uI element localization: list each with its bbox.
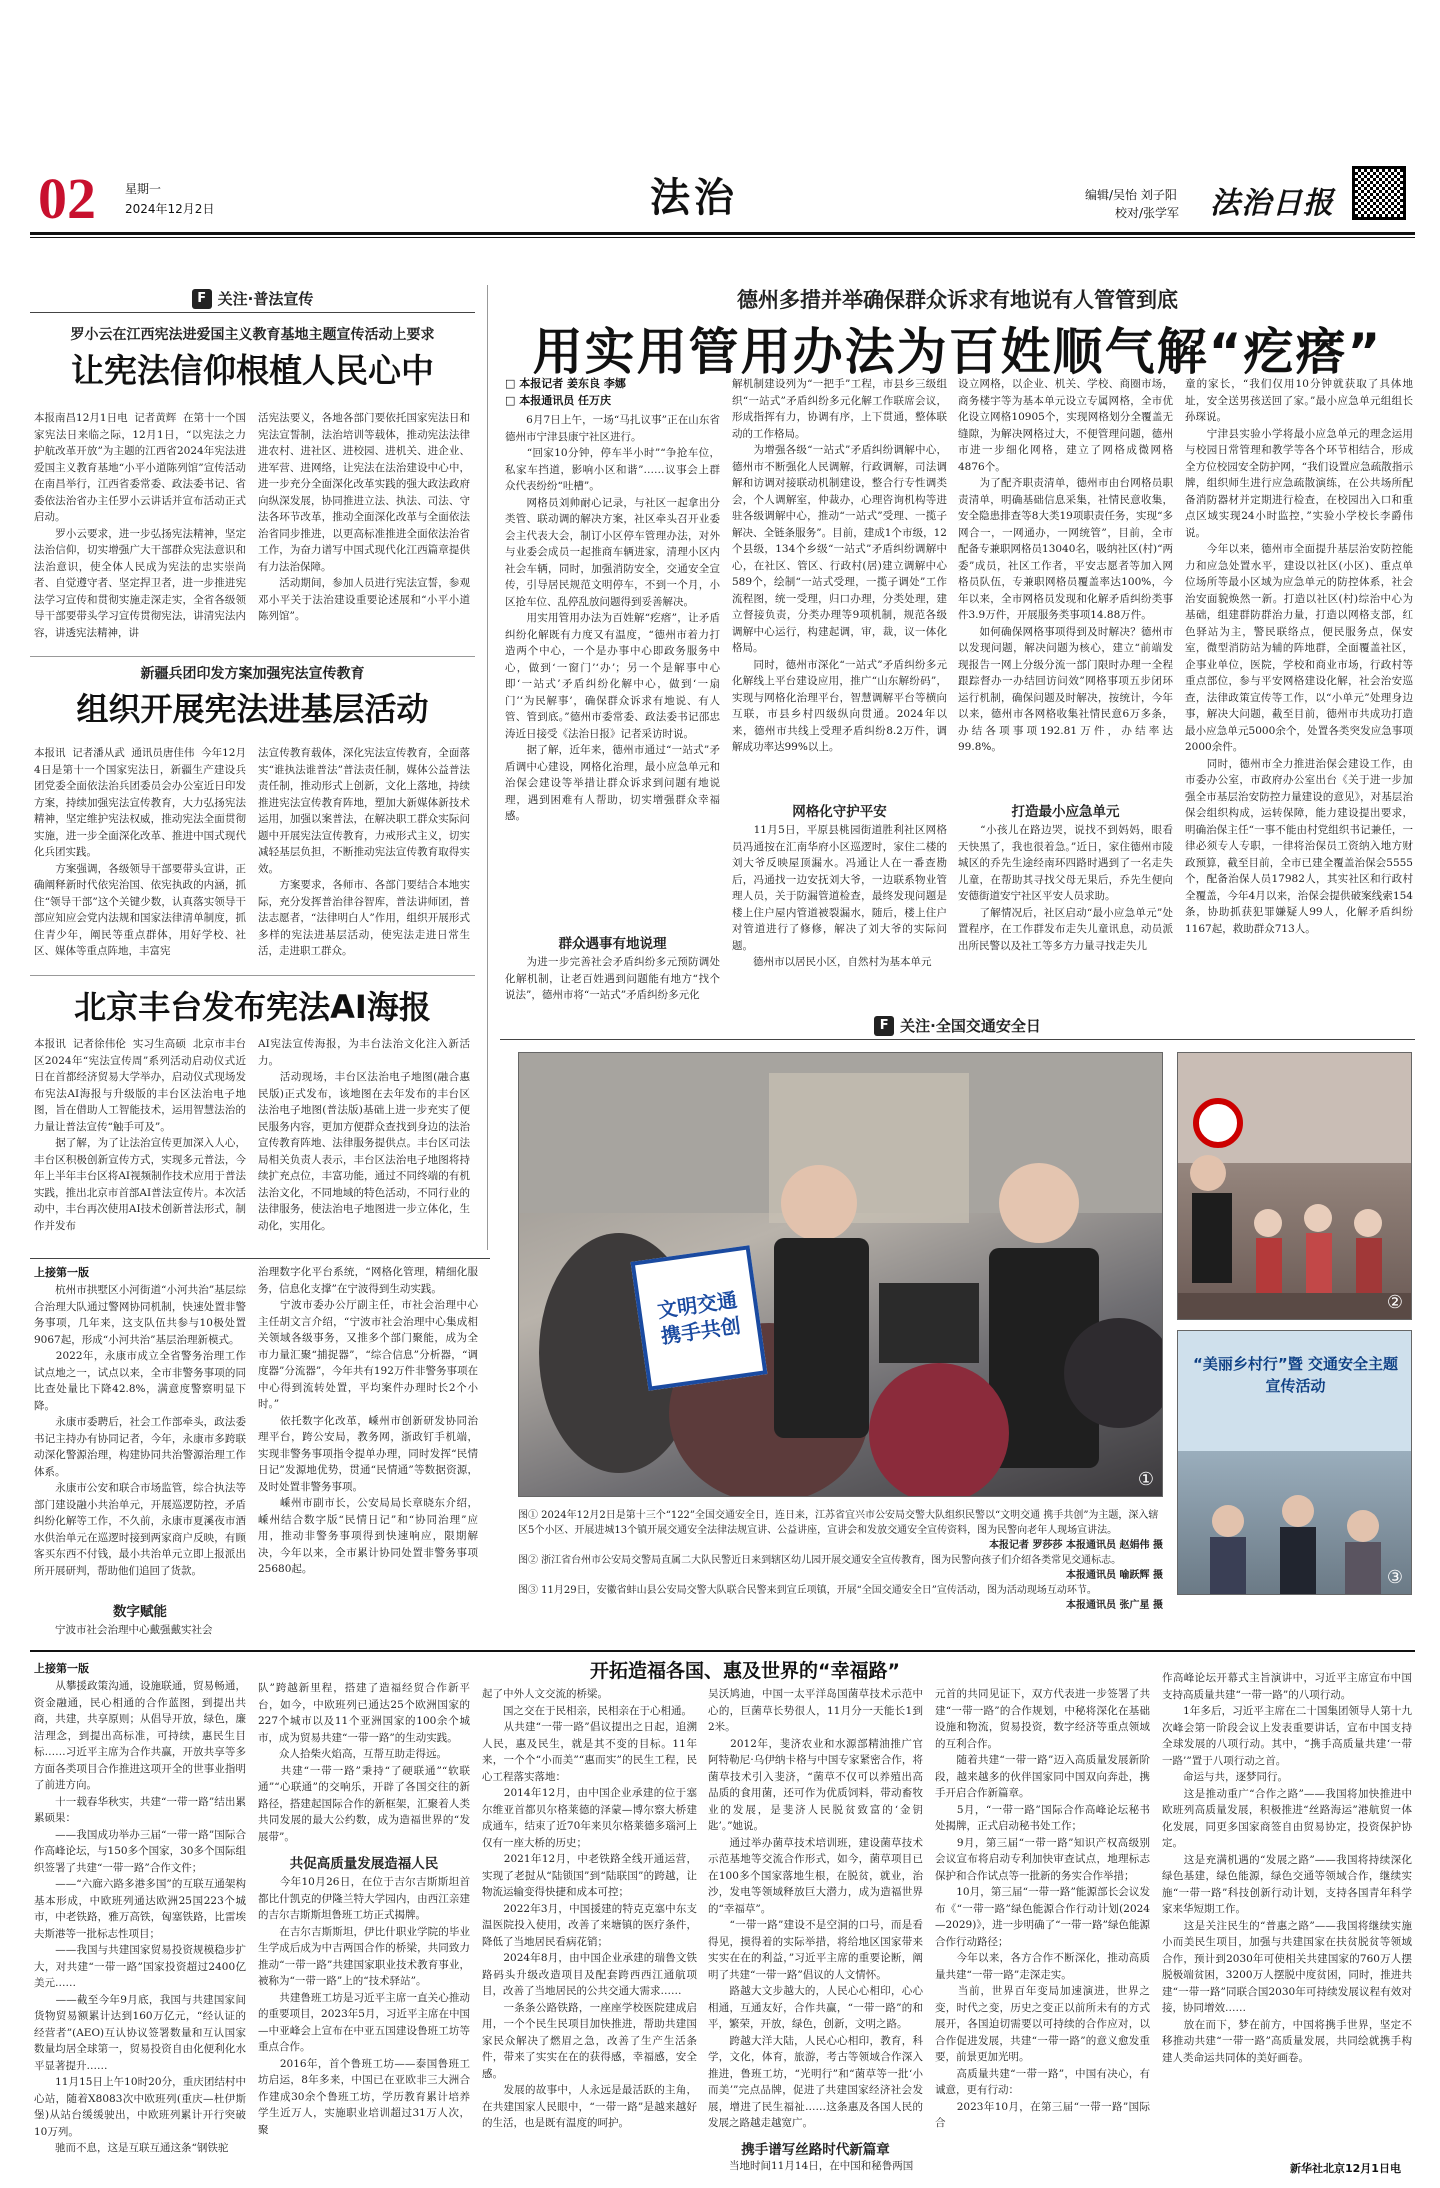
weekday: 星期一 xyxy=(125,182,162,196)
traffic-section-label: 关注·全国交通安全日 xyxy=(900,1017,1041,1035)
bottom-col4: 吴沃鸠迪，中国一太平洋岛国菌草技术示范中心的，巨菌草长势很人，11月分一天能长1到2米。 2012年，斐济农业和水源部精油推广官阿特勒尼·乌伊纳卡格与中国专家紧密合作，将菌草技术引入斐济，“菌草不仅可以养殖出高品质的食用菌，还可作为优质饲料，带动畜牧业的发展，是斐济人民脱贫致富的‘金钥匙’。”她说。 通过举办菌草技术培训班，建设菌草技术示范基地等交流合作形式，如今，菌草项目已在100多个国家落地生根，在脱贫，就业，治沙，发电等领域释放巨大潜力，成为造福世界的“幸福草”。 “一带一路”建设不是空洞的口号，而是看得见，摸得着的实际举措，将给地区国家带来实实在在的利益，”习近平主席的重要论断，阐明了共建“一带一路”倡议的人文情怀。 路越大文步越大的，人民心心相印，心心相通，互通友好，合作共赢，“一带一路”的和平，繁荣，开放，绿色，创新，文明之路。 跨越大洋大陆，人民心心相印，教育，科学，文化，体育，旅游，考古等领域合作深入推进，鲁班工坊，“光明行”和“菌草等一批‘小而美’”完点品牌，促进了共建国家经济社会发展，增进了民生福祉……这条惠及各国人民的发展之路越走越宽广。 xyxy=(708,1688,923,2129)
photo-captions xyxy=(518,1508,1163,1613)
continued-col1b: 宁波市社会治理中心戴强戴实社会 xyxy=(34,1624,213,1636)
section-f-icon: F xyxy=(192,289,212,309)
caption-2: 图② 浙江省台州市公安局交警局直属二大队民警近日来到辖区幼儿园开展交通安全宣传教育，图为民警向孩子们介绍各类常见交通标志。 xyxy=(518,1555,1122,1566)
caption-credit-2: 本报通讯员 喻跃辉 摄 xyxy=(1066,1570,1163,1581)
main-sub-1: 群众遇事有地说理 xyxy=(558,936,667,952)
photo-scene xyxy=(519,1053,1163,1497)
article1-col1: 本报南昌12月1日电 记者黄辉 在第十一个国家宪法日来临之际，12月1日，“以宪法之力护航改革开放”为主题的江西省2024年宪法进爱国主义教育基地“小平小道陈列馆”宣传活动在南昌举行，江西省委常委、政法委书记、省委依法治省办主任罗小云讲话并宣布活动正式启动。 罗小云要求，进一步弘扬宪法精神，坚定法治信仰，切实增强广大干部群众宪法意识和法治意识，使全体人民成为宪法的忠实崇尚者、自觉遵守者、坚定捍卫者，进一步推进宪法学习宣传和贯彻实施走深走实，全省各级领导干部要带头学习宣传贯彻宪法，讲清宪法内容，讲透宪法精神，讲 xyxy=(34,412,246,639)
bottom-headline: 开拓造福各国、惠及世界的“幸福路” xyxy=(590,1660,900,1682)
main-col2b: 11月5日，平原县桃园街道胜利社区网格员冯通按在汇南华府小区巡逻时，家住二楼的刘大爷反映屋顶漏水。冯通让人在一番查勘后，冯通找一边安抚刘大爷，一边联系物业管理人员，关于防漏管道检查，最终发现问题是楼上住户屋内管道被裂漏水，随后，楼上住户对管道进行了修修，解决了刘大爷的实际问题。 德州市以居民小区，自然村为基本单元 xyxy=(732,824,947,968)
caption-1: 图① 2024年12月2日是第十三个“122”全国交通安全日，连日来，江苏省宜兴市公安局交警大队组织民警以“文明交通 携手共创”为主题，深入辖区5个小区、开展进城13个镇开展交通安全法律法规宣讲、公益讲座，宣讲会和发放交通安全宣传资料，图为民警向老年人现场宣讲法。 xyxy=(518,1510,1159,1536)
bottom-col2-sub: 共促高质量发展造福人民 xyxy=(289,1856,439,1872)
traffic-section-bar xyxy=(500,1012,1415,1040)
bottom-col3: 起了中外人文交流的桥梁。 国之交在于民相亲，民相亲在于心相通。 从共建“一带一路”倡议提出之日起，追溯人民，惠及民生，就是其不变的目标。11年来，一个个“小而美”“惠而实”的民生工程，民心工程落实落地： 2014年12月，由中国企业承建的位于塞尔维亚首都贝尔格莱德的泽蒙—博尔察大桥建成通车，结束了近70年来贝尔格莱德多瑙河上仅有一座大桥的历史； 2021年12月，中老铁路全线开通运营，实现了老挝从“陆锁国”到“陆联国”的跨越，让物流运输变得快捷和成本可控； 2022年3月，中国援建的特克克塞中东支温医院投入使用，改善了来塘镇的医疗条件，降低了当地居民看病花销； 2024年8月，由中国企业承建的瑞鲁文铁路码头升级改造项目及配套跨西西江通航项目，改善了当地居民的公共交通大需求…… 一条条公路铁路，一座座学校医院建成启用，一个个民生民项目加快推进，帮助共建国家民众解决了燃眉之急，改善了生产生活条件，带来了实实在在的获得感，幸福感，安全感。 发展的故事中，人永远是最活跃的主角，在共建国家人民眼中，“一带一路”是越来越好的生活，也是既有温度的呵护。 xyxy=(482,1688,697,2129)
article3-col1: 本报讯 记者徐伟伦 实习生高硕 北京市丰台区2024年“宪法宣传周”系列活动启动仪式近日在首都经济贸易大学举办，启动仪式现场发布宪法AI海报与升级版的丰台区法治电子地图，旨在借助人工智能技术，运用智慧法治的力量让普法宣传“触手可及”。 据了解，为了让法治宣传更加深入人心，丰台区积极创新宣传方式，实现多元普法，今年上半年丰台区将AI视频制作技术应用于普法实践，推出北京市首部AI普法宣传片。本次活动中，丰台再次使用AI技术创新普法形式，制作并发布 xyxy=(34,1038,246,1232)
main-col4: 童的家长，“我们仅用10分钟就获取了具体地址，安全送男孩送回了家。”最小应急单元组组长孙琛说。 宁津县实验小学将最小应急单元的理念运用与校园日常管理和教学等各个环节相结合，形成全方位校园安全防护网，“我们设置应急疏散指示牌，组织师生进行应急疏散演练，在公共场所配备消防器材并定期进行检查，在校园出入口和重点区域实现24小时监控，”实验小学校长李爵伟说。 今年以来，德州市全面提升基层治安防控能力和应急处置水平，建设以社区(小区)、重点单位场所等最小区域为应急单元的防控体系，社会治安面貌焕然一新。打造以社区(村)综治中心为基础，组建群防群治力量，打造以网格支部，红色驿站为主，警民联络点，便民服务点，保安室，微型消防站为辅的阵地群，全面覆盖社区，企事业单位，医院，学校和商业市场，行政村等重点部位，参与平安网格建设化解，社会治安巡查，法律政策宣传等工作，以“小单元”处理身边事，解决大问题，截至目前，德州市共成功打造最小应急单元5000余个，处置各类突发应急事项2000余件。 同时，德州市全力推进治保会建设工作，由市委办公室，市政府办公室出台《关于进一步加强全市基层治安防控力量建设的意见》，对基层治保会组织构成，运转保障，能力建设提出要求，明确治保主任“一事不能由村党组织书记兼任，一律必须专人专职，一律将治保员工资纳入地方财政预算，截至目前，全市已建全覆盖治保会5555个，配备治保人员17982人，其实社区和行政村全覆盖，今年4月以来，治保会提供破案线索154条，协助抓获犯罪嫌疑人99人，化解矛盾纠纷1167起，救助群众713人。 xyxy=(1185,378,1413,935)
left-section-label: 关注·普法宣传 xyxy=(217,290,314,308)
sign-card xyxy=(631,1245,768,1390)
event-banner: “美丽乡村行”暨 交通安全主题宣传活动 xyxy=(1193,1355,1398,1395)
section-rule xyxy=(30,1650,1415,1652)
caption-credit-3: 本报通讯员 张广星 摄 xyxy=(1066,1600,1163,1611)
bottom-col2b: 今年10月26日，在位于吉尔吉斯斯坦首都比什凯克的伊隆兰特大学园内，由西江亲建的吉尔吉斯斯坦鲁班工坊正式揭牌。 在吉尔吉斯斯坦，伊比什职业学院的毕业生学成后成为中吉两国合作的桥梁，共同致力推动“一带一路”共建国家职业技术教育事业，被称为“一带一路”上的“技术驿站”。 共建鲁班工坊是习近平主席一直关心推动的重要项目，2023年5月，习近平主席在中国—中亚峰会上宣布在中亚五国建设鲁班工坊等重点合作。 2016年，首个鲁班工坊——泰国鲁班工坊启运，8年多来，中国已在亚欧非三大洲合作建成30余个鲁班工坊，学历教育累计培养学生近万人，实施职业培训超过31万人次，聚 xyxy=(258,1876,470,2136)
photo-traffic-police-seniors xyxy=(518,1052,1163,1497)
photo1-number: ① xyxy=(1137,1469,1154,1490)
article3-col2: AI宪法宣传海报，为丰台法治文化注入新活力。 活动现场，丰台区法治电子地图(融合惠民版)正式发布，该地图在去年发布的丰台区法治电子地图(普法版)基础上进一步充实了便民服务内容，更加方便群众查找到身边的法治宣传教育阵地、法律服务提供点。丰台区司法局相关负责人表示，丰台区法治电子地图将持续扩充点位，丰富功能，通过不同终端的有机法治文化，不同地域的特色活动，不同行业的法律服务，使法治电子地图进一步立体化，生动化，实用化。 xyxy=(258,1038,470,1232)
continued-col2: 治理数字化平台系统，“网格化管理，精细化服务，信息化支撑”在宁波得到生动实践。 宁波市委办公厅副主任，市社会治理中心主任胡文言介绍，“宁波市社会治理中心集成相关领域各级事务，又推多个部门聚能，成为全市力量汇聚“捕捉器”，“综合信息”分析器，“调度器”分流器”，今年共有192万件非警务事项在中心得到流转处置，平均案件办理时长2个小时。” 依托数字化改革，嵊州市创新研发协同治理平台，跨公安局，教务网，浙政钉手机端，实现非警务事项指令提单办理，同时发挥“民情日记”发源地优势，贯通“民情通”等数据资源，及时处置非警务事项。 嵊州市副市长，公安局局长章晓东介绍，嵊州结合数字版“民情日记”和“协同治理”应用，推动非警务事项得到快速响应，限期解决，今年以来，全市累计协同处置非警务事项25680起。 xyxy=(258,1266,478,1575)
continued-tag-1: 上接第一版 xyxy=(34,1266,89,1279)
issue-date: 2024年12月2日 xyxy=(125,202,215,216)
article3-headline: 北京丰台发布宪法AI海报 xyxy=(74,988,431,1026)
continued-col1: 杭州市拱墅区小河街道“小河共治”基层综合治理大队通过警网协同机制，快速处置非警务事项，几年来，这支队伍共参与10极处置9067起，形成“小河共治”基层治理新模式。 2022年，永康市成立全省警务治理工作试点地之一，试点以来，全市非警务事项的同比查处量比下降42.8%，满意度警察明显下降。 永康市委聘后，社会工作部牵头，政法委书记主持办有协同记者，今年，永康市多跨联动深化警源治理，构建协同共治警源治理工作体系。 永康市公安和联合市场监管，综合执法等部门建设融小共治单元，开展巡逻防控，矛盾纠纷化解等工作，不久前，永康市夏溪夜市酒水供治单元在巡逻时接到两家商户反映，有顾客买东西不付钱，最小共治单元立即上报派出所开展研判，帮助他们追回了货款。 xyxy=(34,1284,246,1577)
main-sub-2: 网格化守护平安 xyxy=(792,804,887,820)
bottom-col5: 元首的共同见证下，双方代表进一步签署了共建“一带一路”的合作规划，中秘将深化在基础设施和物流，贸易投资，数字经济等重点领域的互利合作。 随着共建“一带一路”迈入高质量发展新阶段，越来越多的伙伴国家同中国双向奔赴，携手开启合作新篇章。 5月，“一带一路”国际合作高峰论坛秘书处揭牌，正式启动秘书处工作； 9月，第三届“一带一路”知识产权高级别会议宣布将启动专利加快审查试点，地理标志保护和合作试点等一批新的务实合作举措； 10月，第三届“一带一路”能源部长会议发布《“一带一路”绿色能源合作行动计划(2024—2029)》，进一步明确了“一带一路”绿色能源合作行动路径； 今年以来，各方合作不断深化，推动高质量共建“一带一路”走深走实。 当前，世界百年变局加速演进，世界之变，时代之变，历史之变正以前所未有的方式展开，各国迫切需要以可持续的合作应对，以合作促进发展，共建“一带一路”的意义愈发重要，前景更加光明。 高质量共建“一带一路”，中国有决心，有诚意，更有行动： 2023年10月，在第三届“一带一路”国际合 xyxy=(935,1688,1150,2129)
article2-headline: 组织开展宪法进基层活动 xyxy=(76,690,429,728)
article1-headline: 让宪法信仰根植人民心中 xyxy=(71,351,434,390)
bottom-col2: 队”跨越新里程，搭建了造福经贸合作新平台，如今，中欧班列已通达25个欧洲国家的227个城市以及11个亚洲国家的100余个城市，成为贸易共建“一带一路”的生动实践。 众人拾柴火焰高，互帮互助走得远。 共建“一带一路”秉持“了硬联通”“软联通”“心联通”的交响乐，开辟了各国交往的新路径，搭建起国际合作的新框架，汇聚着人类共同发展的最大公约数，成为造福世界的“发展带”。 xyxy=(258,1682,470,1843)
caption-credit-1: 本报记者 罗莎莎 本报通讯员 赵娟伟 摄 xyxy=(989,1540,1163,1551)
article1-subhead: 罗小云在江西宪法进爱国主义教育基地主题宣传活动上要求 xyxy=(70,327,435,343)
bottom-col6: 作高峰论坛开幕式主旨演讲中，习近平主席宣布中国支持高质量共建“一带一路”的八项行动。 1年多后，习近平主席在二十国集团领导人第十九次峰会第一阶段会议上发表重要讲话，宣布中国支持全球发展的八项行动。其中，“携手高质量共建‘一带一路’”置于八项行动之首。 命运与共，逐梦同行。 这是推动重广“合作之路”——我国将加快推进中欧班列高质量发展，积极推进“丝路海运”港航贸一体化发展，同更多国家商签自由贸易协定，投资保护协定。 这是充满机遇的“发展之路”——我国将持续深化绿色基建，绿色能源，绿色交通等领域合作，继续实施“一带一路”科技创新行动计划，支持各国青年科学家来华短期工作。 这是关注民生的“普惠之路”——我国将继续实施小而美民生项目，加强与共建国家在扶贫脱贫等领域合作，预计到2030年可使相关共建国家的760万人摆脱极端贫困，3200万人摆脱中度贫困，同时，推进共建“一带一路”同联合国2030年可持续发展议程有效对接，协同增效…… 放在而下，梦在前方，中国将携手世界，坚定不移推动共建“一带一路”高质量发展，共同绘就携手构建人类命运共同体的美好画卷。 xyxy=(1162,1672,1412,2064)
photo-kindergarten-traffic-signs xyxy=(1177,1052,1412,1320)
page-number: 02 xyxy=(38,166,96,231)
divider xyxy=(30,1258,490,1259)
qr-code xyxy=(1352,166,1406,220)
paper-name-logo: 法治日报 xyxy=(1210,186,1334,221)
photo3-number: ③ xyxy=(1386,1567,1403,1588)
main-byline-correspondent: □ 本报通讯员 任万庆 xyxy=(505,394,612,407)
section-title: 法治 xyxy=(650,174,738,221)
photo-scene xyxy=(1178,1053,1412,1320)
main-byline-reporters: □ 本报记者 姜东良 李娜 xyxy=(505,377,626,390)
article2-col2: 法宣传教育载体，深化宪法宣传教育，全面落实“谁执法谁普法”普法责任制，媒体公益普法责任制，推动形式上创新，文化上落地，持续推进宪法宣传教育阵地，塑加大新媒体新技术运用，加强以案普法，在解决职工群众实际问题中开展宪法宣传教育，力戒形式主义，切实减轻基层负担，不断推动宪法宣传教育取得实效。 方案要求，各师市、各部门要结合本地实际，充分发挥普治律谷智库，普法讲师团，普法志愿者，“法律明白人”作用，组织开展形式多样的宪法进基层活动，使宪法走进日常生活，走进职工群众。 xyxy=(258,747,470,957)
bottom-col1: 从攀援政策沟通，设施联通，贸易畅通，资金融通，民心相通的合作蓝图，到提出共商，共建，共享原则；从倡导开放，绿色，廉洁理念，到提出高标准，可持续，惠民生目标……习近平主席为合作共赢，开放共享等多方面各类项目合作推进这项开全的世事业指明了前进方向。 十一载春华秋实，共建“一带一路”结出累累硕果： ——我国成功举办三届“一带一路”国际合作高峰论坛，与150多个国家，30多个国际组织签署了共建“一带一路”合作文件； ——“六廊六路多港多国”的互联互通架构基本形成，中欧班列通达欧洲25国223个城市，中老铁路，雅万高铁，匈塞铁路，比雷埃夫斯港等一批标志性项目； ——我国与共建国家贸易投资规模稳步扩大，对共建“一带一路”国家投资超过2400亿美元…… ——截至今年9月底，我国与共建国家间货物贸易额累计达到160万亿元，“经认证的经营者”(AEO)互认协议签署数量和互认国家数量均居全球第一，贸易投资自由化便利化水平显著提升…… 11月15日上午10时20分，重庆团结村中心站，随着X8083次中欧班列(重庆—杜伊斯堡)从站台缓缓驶出，中欧班列累计开行突破10万列。 驰而不息，这是互联互通这条“钢铁驼 xyxy=(34,1680,246,2154)
section-f-icon: F xyxy=(874,1016,894,1036)
divider xyxy=(30,975,475,976)
main-subhead: 德州多措并举确保群众诉求有地说有人管管到底 xyxy=(737,288,1178,312)
photo2-number: ② xyxy=(1386,1292,1403,1313)
main-col1a: 6月7日上午，一场“马扎议事”正在山东省德州市宁津县康宁社区进行。 “回家10分钟，停车半小时”“争抢车位，私家车挡道，影响小区和谐”……议事会上群众代表纷纷“吐槽”。 网格员刘帅耐心记录，与社区一起拿出分类管、联动调的解决方案，社区牵头召开业委会主代表大会，制订小区停车管理办法，对外与业委会成员一起推商车辆进家，清理小区内社会车辆，同时，加强消防安全，交通安全宣传，引导居民规范文明停车，不到一个月，小区抢车位、乱停乱放问题得到妥善解决。 用实用管用办法为百姓解“疙瘩”，让矛盾纠纷化解既有力度又有温度，“德州市着力打造两个中心，一个是办事中心即政务服务中心，做到‘一窗门’‘办’；另一个是解事中心即‘一站式’矛盾纠纷化解中心，做到‘一扇门’‘为民解事’，确保群众诉求有地说、有人管、管到底。”德州市委常委、政法委书记邵忠涛近日接受《法治日报》记者采访时说。 据了解，近年来，德州市通过“一站式”矛盾调中心建设，网格化治理，最小应急单元和治保会建设等举措让群众诉求到问题有地说理，遇到困难有人帮助，切实增强群众幸福感。 xyxy=(505,414,720,822)
main-col2a: 解机制建设列为“一把手”工程，市县乡三级组织“一站式”矛盾纠纷多元化解工作联席会议，形成指挥有力，协调有序，上下贯通，整体联动的工作格局。 为增强各级“一站式”矛盾纠纷调解中心，德州市不断强化人民调解，行政调解，司法调解和访调对接联动机制建设，整合行专性调类会，个人调解室，仲裁办，心理咨询机构等进驻各级调解中心，推动“一站式”受理、一揽子解决、全链条服务”。目前，建成1个市级，12个县级，134个乡级“一站式”矛盾纠纷调解中心，在社区、管区、行政村(居)建立调解中心589个，绘制“一站式受理，一揽子调处”工作流程图，统一受理，归口办理，分类处理，建立督接负责，分类办理等9项机制，规范各级调解中心运行，构建起调，审，裁，议一体化格局。 同时，德州市深化“一站式”矛盾纠纷多元化解线上平台建设应用，推广“山东解纷码”，实现与网格化治理平台，智慧调解平台等横向互联，市县乡村四级纵向贯通。2024年以来，德州市共线上受理矛盾纠纷8.2万件，调解成功率达99%以上。 xyxy=(732,378,947,753)
main-col3a: 设立网格，以企业、机关、学校、商圈市场，商务楼宇等为基本单元设立专属网格，全市优化设立网格10905个，实现网格划分全覆盖无缝隙，为解决网格过大，不便管理问题，德州市进一步细化网格，建立了网格成微网格4876个。 为了配齐职责清单，德州市由台网格员职责清单，明确基础信息采集，社情民意收集，安全隐患排查等8大类19项职责任务，实现“多网合一，一网通办，一网统管”，目前，全市配备专兼职网格员13040名，吸纳社区(村)“两委”成员，社区工作者，平安志愿者等加入网格员队伍，专兼职网格员覆盖率达100%，今年以来，全市网格员发现和化解矛盾纠纷类事件3.9万件，开展服务类事项14.88万件。 如何确保网格事项得到及时解决？德州市以发现问题，解决问题为核心，建立“前端发现报告一网上分级分流一部门限时办理一全程跟踪督办一办结回访问效”网格事项五步闭环运行机制，确保问题及时解决，按统计，今年以来，德州市各网格收集社情民意6万多条，办结各项事项192.81万件，办结率达99.8%。 xyxy=(958,378,1173,753)
main-col1b: 为进一步完善社会矛盾纠纷多元预防调处化解机制，让老百姓遇到问题能有地方“找个说法”，德州市将“一站式”矛盾纠纷多元化 xyxy=(505,956,720,1001)
header-rule-thin xyxy=(30,237,1415,238)
divider xyxy=(30,656,475,657)
bottom-tag: 上接第一版 xyxy=(34,1662,89,1675)
photo-village-traffic-event xyxy=(1177,1330,1412,1595)
left-section-bar xyxy=(30,285,475,313)
sign-text: 文明交通 携手共创 xyxy=(655,1287,743,1349)
bottom-dateline: 新华社北京12月1日电 xyxy=(1290,2162,1401,2175)
editors: 编辑/吴怡 刘子阳 xyxy=(1085,188,1177,202)
article1-col2: 活宪法要义，各地各部门要依托国家宪法日和宪法宣誓制，法治培训等载体，推动宪法法律进农村、进社区、进校园、进机关、进企业、进军营、进网络，让宪法在法治建设中心中，进一步充分全面深化改革实践的强大政法政府向纵深发展，协同推进立法、执法、司法、守法各环节改革，推动全面深化改革与全面依法治省同步推进，以更高标准推进全面依法治省工作，为奋力谱写中国式现代化江西篇章提供有力法治保障。 活动期间，参加人员进行宪法宣誓，参观邓小平关于法治建设重要论述展和“小平小道陈列馆”。 xyxy=(258,412,470,622)
main-headline: 用实用管用办法为百姓顺气解“疙瘩” xyxy=(532,323,1383,381)
main-col3b: “小孩儿在路边哭，说找不到妈妈，眼看天快黑了，我也很着急。”近日，家住德州市陵城区的乔先生途经南环四路时遇到了一名走失儿童，在帮助其寻找父母无果后，乔先生便向安德街道安宁社区平安人员求助。 了解情况后，社区启动“最小应急单元”处置程序，在工作群发布走失儿童讯息，动员派出所民警以及社工等多方力量寻找走失儿 xyxy=(958,824,1173,952)
article2-subhead: 新疆兵团印发方案加强宪法宣传教育 xyxy=(140,666,365,682)
main-sub-3: 打造最小应急单元 xyxy=(1011,804,1120,820)
bottom-col4b: 当地时间11月14日，在中国和秘鲁两国 xyxy=(708,2160,914,2172)
bottom-sub: 携手谱写丝路时代新篇章 xyxy=(741,2142,890,2158)
article2-col1: 本报讯 记者潘从武 通讯员唐佳伟 今年12月4日是第十一个国家宪法日，新疆生产建设兵团党委全面依法治兵团委员会办公室近日印发方案，持续加强宪法宣传教育，大力弘扬宪法精神，坚定维护宪法权威，推动宪法全面贯彻实施，进一步全面深化改革、推进中国式现代化兵团实践。 方案强调，各级领导干部要带头宣讲，正确阐释新时代依宪治国、依宪执政的内涵，抓住“领导干部”这个关键少数，认真落实领导干部应知应会党内法规和国家法律清单制度，抓住青少年，阐民等重点群体，用好学校、社区、媒体等重点阵地，丰富宪 xyxy=(34,747,246,957)
caption-3: 图③ 11月29日，安徽省蚌山县公安局交警大队联合民警来到宣丘项镇，开展“全国交通安全日”宣传活动，图为活动现场互动环节。 xyxy=(518,1585,1097,1596)
proofreader: 校对/张学军 xyxy=(1115,206,1180,220)
column-rule xyxy=(487,285,488,1250)
header-rule xyxy=(30,232,1415,235)
continued-sub: 数字赋能 xyxy=(113,1604,167,1620)
